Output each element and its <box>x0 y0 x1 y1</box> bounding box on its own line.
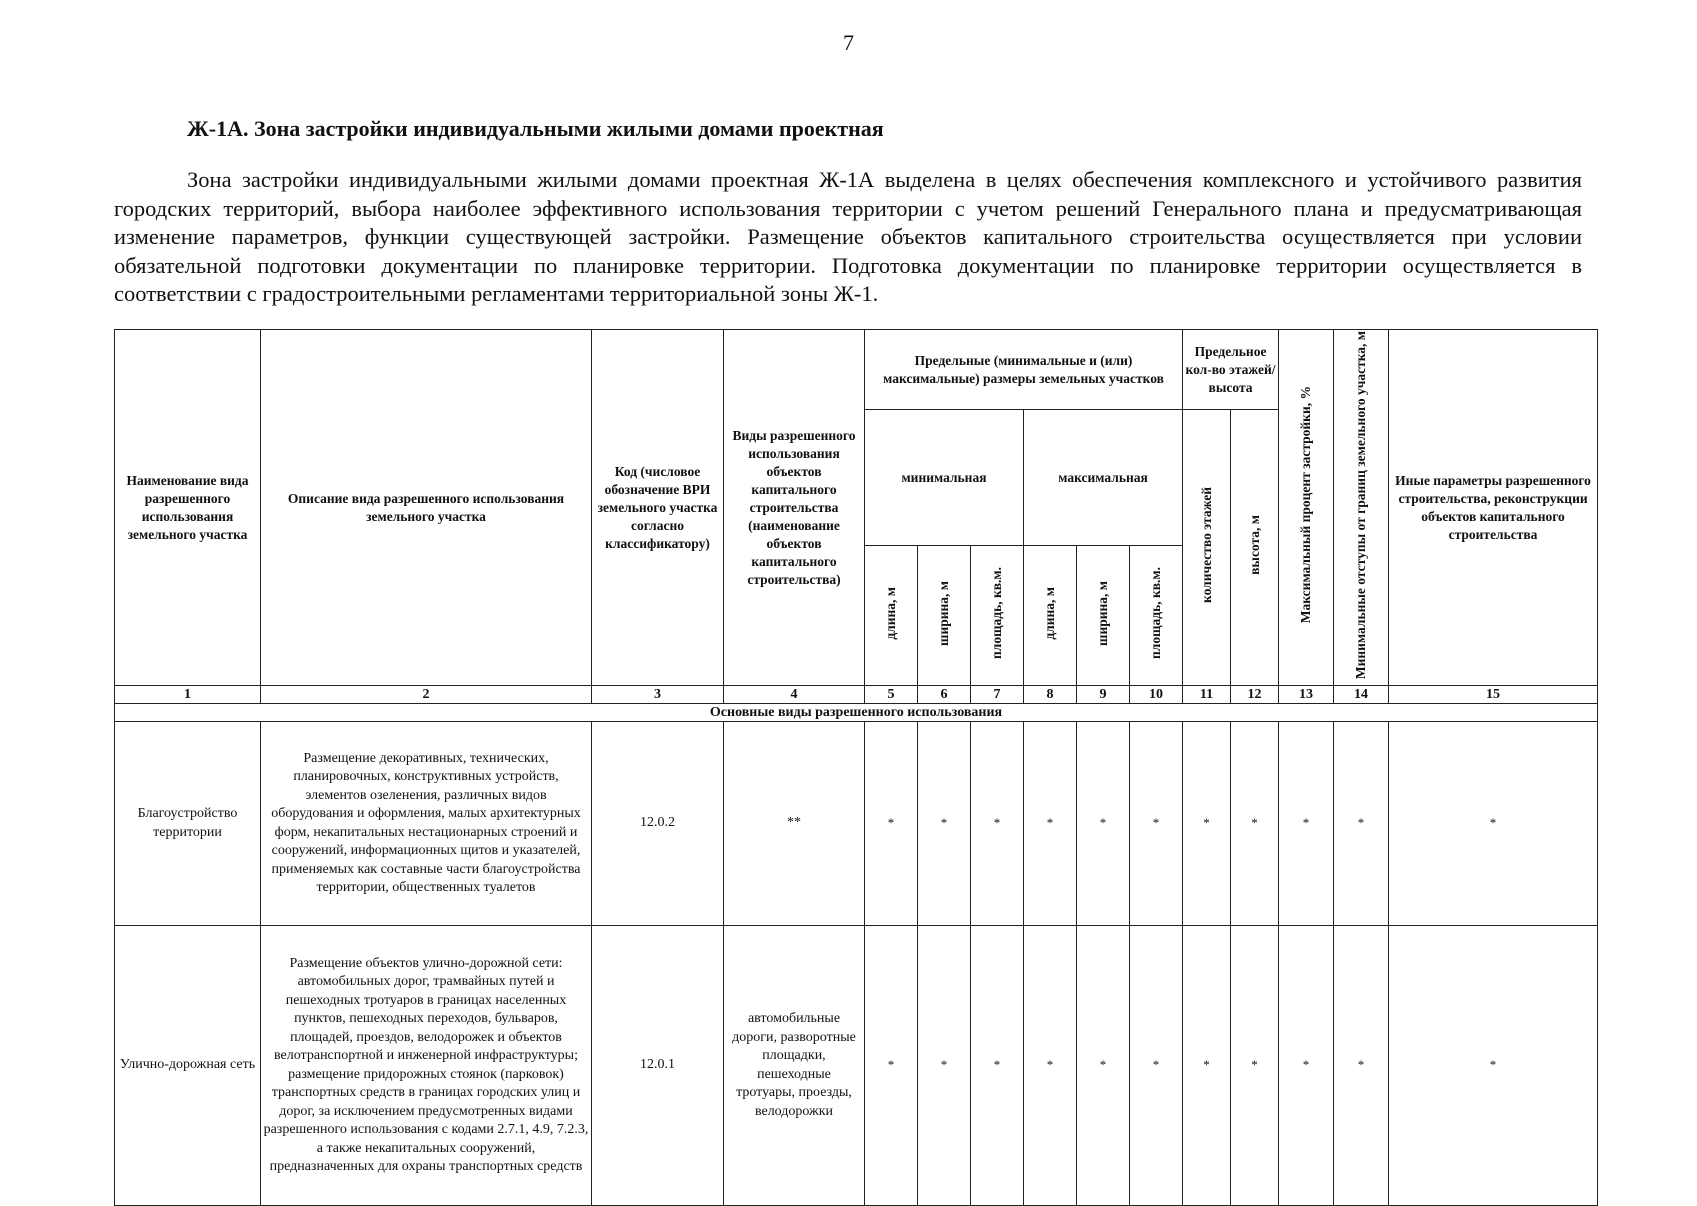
header-objects: Виды разрешенного использования объектов капитального строительства (наименование объектов капитального строительства) <box>724 330 865 686</box>
header-description: Описание вида разрешенного использования земельного участка <box>261 330 592 686</box>
use-description: Размещение декоративных, технических, планировочных, конструктивных устройств, элементов озеленения, различных видов оборудования и оформления, малых архитектурных форм, некапитальных нестационарных строений и сооружений, информационных щитов и указателей, применяемых как составные части благоустройства территории, общественных туалетов <box>261 722 592 926</box>
header-limits: Предельные (минимальные и (или) максимальные) размеры земельных участков <box>865 330 1183 410</box>
header-min-width <box>918 546 971 686</box>
header-min-width-text: ширина, м <box>936 580 951 646</box>
column-number: 13 <box>1279 686 1334 704</box>
header-name: Наименование вида разрешенного использования земельного участка <box>115 330 261 686</box>
param-min-width: * <box>918 722 971 926</box>
param-max-area: * <box>1130 722 1183 926</box>
param-floors: * <box>1183 926 1231 1206</box>
use-description: Размещение объектов улично-дорожной сети: автомобильных дорог, трамвайных путей и пешеходных тротуаров в границах населенных пунктов, пешеходных переходов, бульваров, площадей, проездов, велодорожек и объектов велотранспортной и инженерной инфраструктуры; размещение придорожных стоянок (парковок) транспортных средств в границах городских улиц и дорог, за исключением предусмотренных видами разрешенного использования с кодами 2.7.1, 4.9, 7.2.3, а также некапитальных сооружений, предназначенных для охраны транспортных средств <box>261 926 592 1206</box>
use-name: Благоустройство территории <box>115 722 261 926</box>
header-min-area <box>971 546 1024 686</box>
param-other: * <box>1389 722 1598 926</box>
param-max-width: * <box>1077 926 1130 1206</box>
header-code: Код (числовое обозначение ВРИ земельного участка согласно классификатору) <box>592 330 724 686</box>
param-height: * <box>1231 926 1279 1206</box>
param-max-length: * <box>1024 926 1077 1206</box>
param-min-setback: * <box>1334 926 1389 1206</box>
table-row <box>115 722 1598 926</box>
header-min-setback <box>1334 330 1389 686</box>
param-max-percent: * <box>1279 722 1334 926</box>
param-height: * <box>1231 722 1279 926</box>
use-name: Улично-дорожная сеть <box>115 926 261 1206</box>
header-max-percent-text: Максимальный процент застройки, % <box>1298 386 1314 624</box>
header-max-area <box>1130 546 1183 686</box>
header-floors-text: количество этажей <box>1198 487 1214 604</box>
column-number: 12 <box>1231 686 1279 704</box>
column-number: 9 <box>1077 686 1130 704</box>
use-objects: автомобильные дороги, разворотные площадки, пешеходные тротуары, проезды, велодорожки <box>724 926 865 1206</box>
header-max-percent <box>1279 330 1334 686</box>
param-min-area: * <box>971 926 1024 1206</box>
header-max-length-text: длина, м <box>1042 586 1057 640</box>
param-floors: * <box>1183 722 1231 926</box>
param-max-length: * <box>1024 722 1077 926</box>
column-number: 11 <box>1183 686 1231 704</box>
column-number: 10 <box>1130 686 1183 704</box>
table-row <box>115 926 1598 1206</box>
header-max: максимальная <box>1024 410 1183 546</box>
column-number: 14 <box>1334 686 1389 704</box>
param-min-setback: * <box>1334 722 1389 926</box>
column-number: 4 <box>724 686 865 704</box>
section-title: Основные виды разрешенного использования <box>115 704 1598 722</box>
zone-heading: Ж-1А. Зона застройки индивидуальными жилыми домами проектная <box>187 116 884 141</box>
header-floors-group: Предельное кол-во этажей/ высота <box>1183 330 1279 410</box>
header-height-text: высота, м <box>1246 515 1262 576</box>
header-max-area-text: площадь, кв.м. <box>1148 567 1164 660</box>
param-min-width: * <box>918 926 971 1206</box>
param-max-area: * <box>1130 926 1183 1206</box>
header-max-width <box>1077 546 1130 686</box>
param-max-width: * <box>1077 722 1130 926</box>
use-objects: ** <box>724 722 865 926</box>
intro-paragraph: Зона застройки индивидуальными жилыми домами проектная Ж-1А выделена в целях обеспечения комплексного и устойчивого развития городских территорий, выбора наиболее эффективного использования территории с учетом решений Генерального плана и предусматривающая изменение параметров, функции существующей застройки. Размещение объектов капитального строительства осуществляется при условии обязательной подготовки документации по планировке территории. Подготовка документации по планировке территории осуществляется в соответствии с градостроительными регламентами территориальной зоны Ж-1. <box>114 167 1582 306</box>
param-max-percent: * <box>1279 926 1334 1206</box>
regulations-table <box>114 329 1598 1206</box>
column-number: 6 <box>918 686 971 704</box>
column-number: 2 <box>261 686 592 704</box>
param-other: * <box>1389 926 1598 1206</box>
column-number: 3 <box>592 686 724 704</box>
column-number: 15 <box>1389 686 1598 704</box>
header-max-width-text: ширина, м <box>1095 580 1110 646</box>
header-min-length-text: длина, м <box>883 586 898 640</box>
page-number: 7 <box>843 30 854 55</box>
header-height <box>1231 410 1279 686</box>
header-min-setback-text: Минимальные отступы от границ земельного участка, м <box>1353 331 1369 680</box>
header-floors <box>1183 410 1231 686</box>
column-number: 5 <box>865 686 918 704</box>
param-min-area: * <box>971 722 1024 926</box>
header-min-area-text: площадь, кв.м. <box>989 567 1004 660</box>
column-number: 7 <box>971 686 1024 704</box>
column-number: 8 <box>1024 686 1077 704</box>
use-code: 12.0.1 <box>592 926 724 1206</box>
header-min: минимальная <box>865 410 1024 546</box>
column-number: 1 <box>115 686 261 704</box>
header-min-length <box>865 546 918 686</box>
header-max-length <box>1024 546 1077 686</box>
param-min-length: * <box>865 926 918 1206</box>
param-min-length: * <box>865 722 918 926</box>
use-code: 12.0.2 <box>592 722 724 926</box>
header-other: Иные параметры разрешенного строительства, реконструкции объектов капитального строительства <box>1389 330 1598 686</box>
